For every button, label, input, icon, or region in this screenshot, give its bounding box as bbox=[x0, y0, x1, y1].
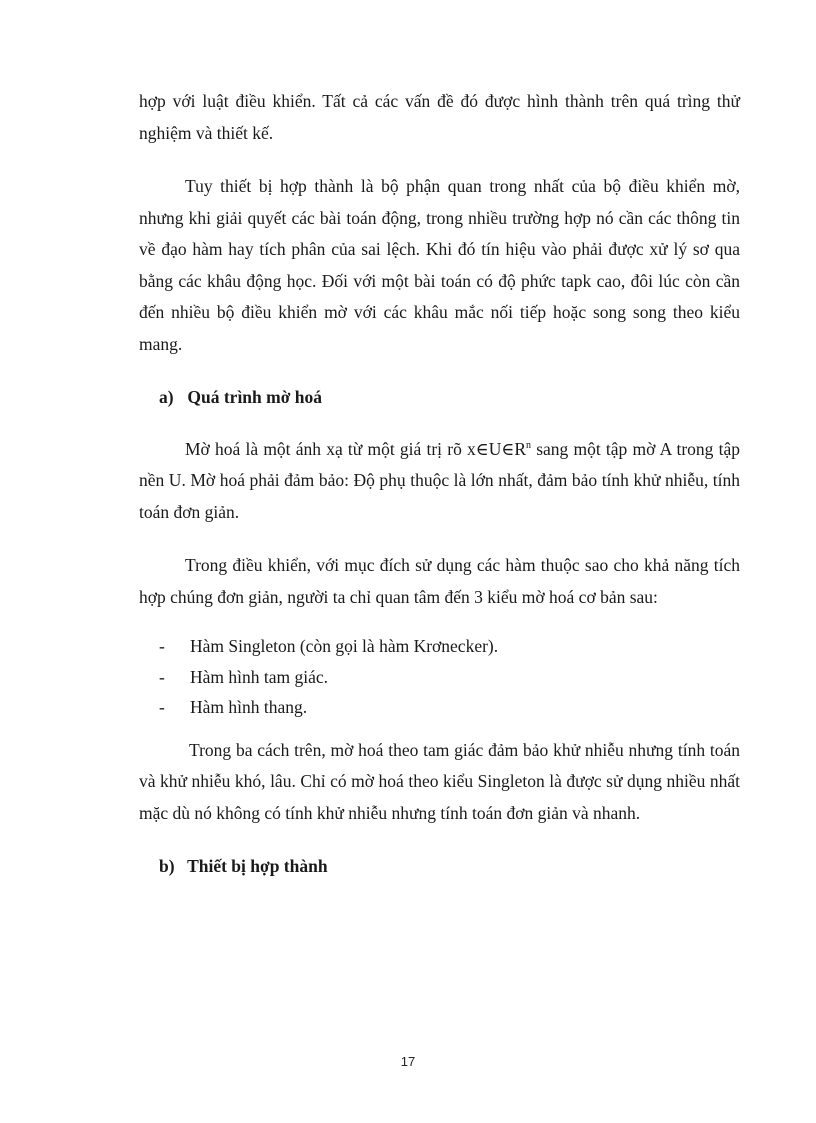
fuzzification-types-list bbox=[139, 633, 740, 721]
fuzzification-text-before: Mờ hoá là một ánh xạ từ một giá trị rõ bbox=[185, 438, 468, 459]
list-item bbox=[139, 664, 740, 691]
math-expression bbox=[467, 439, 531, 459]
heading-composition-device-text: Thiết bị hợp thành bbox=[187, 856, 328, 876]
heading-fuzzification-label: a) bbox=[159, 387, 174, 407]
heading-fuzzification bbox=[139, 382, 740, 414]
paragraph-comparison: Trong ba cách trên, mờ hoá theo tam giác đảm bảo khử nhiễu nhưng tính toán và khử nhiễu khó, lâu. Chỉ có mờ hoá theo kiểu Singleton là được sử dụng nhiều nhất mặc dù nó không có tính khử nhiễu nhưng tính toán đơn giản và nhanh. bbox=[139, 739, 740, 823]
math-superscript: n bbox=[526, 439, 531, 451]
page-number: 17 bbox=[400, 1054, 416, 1069]
heading-composition-device-label: b) bbox=[159, 856, 175, 876]
list-item-text: Hàm hình thang. bbox=[190, 697, 308, 717]
heading-composition-device bbox=[139, 851, 740, 883]
list-item bbox=[139, 633, 740, 660]
list-dash: - bbox=[159, 697, 165, 717]
list-item-text: Hàm Singleton (còn gọi là hàm Krơnecker). bbox=[190, 636, 499, 656]
list-item-text: Hàm hình tam giác. bbox=[190, 666, 329, 687]
paragraph-intro: hợp với luật điều khiển. Tất cả các vấn đề đó được hình thành trên quá trìng thử nghiệm và thiết kế. bbox=[139, 91, 740, 143]
list-dash: - bbox=[159, 666, 165, 687]
paragraph-control-purpose: Trong điều khiển, với mục đích sử dụng các hàm thuộc sao cho khả năng tích hợp chúng đơn giản, người ta chỉ quan tâm đến 3 kiểu mờ hoá cơ bản sau: bbox=[139, 555, 740, 607]
math-base: x∈U∈R bbox=[467, 438, 526, 459]
heading-fuzzification-text: Quá trình mờ hoá bbox=[187, 387, 323, 407]
list-dash: - bbox=[159, 636, 165, 656]
paragraph-composition-device: Tuy thiết bị hợp thành là bộ phận quan trong nhất của bộ điều khiển mờ, nhưng khi giải quyết các bài toán động, trong nhiều trường hợp nó cần các thông tin về đạo hàm hay tích phân của sai lệch. Khi đó tín hiệu vào phải được xử lý sơ qua bằng các khâu động học. Đối với một bài toán có độ phức tapk cao, đôi lúc còn cần đến nhiều bộ điều khiển mờ với các khâu mắc nối tiếp hoặc song song theo kiểu mang. bbox=[139, 176, 740, 354]
paragraph-fuzzification-definition bbox=[139, 434, 740, 529]
fuzzification-text-after: sang một tập mờ A trong tập nền U. Mờ hoá phải đảm bảo: Độ phụ thuộc là lớn nhất, đảm bảo tính khử nhiễu, tính toán đơn giản. bbox=[139, 438, 740, 522]
list-item bbox=[139, 694, 740, 721]
